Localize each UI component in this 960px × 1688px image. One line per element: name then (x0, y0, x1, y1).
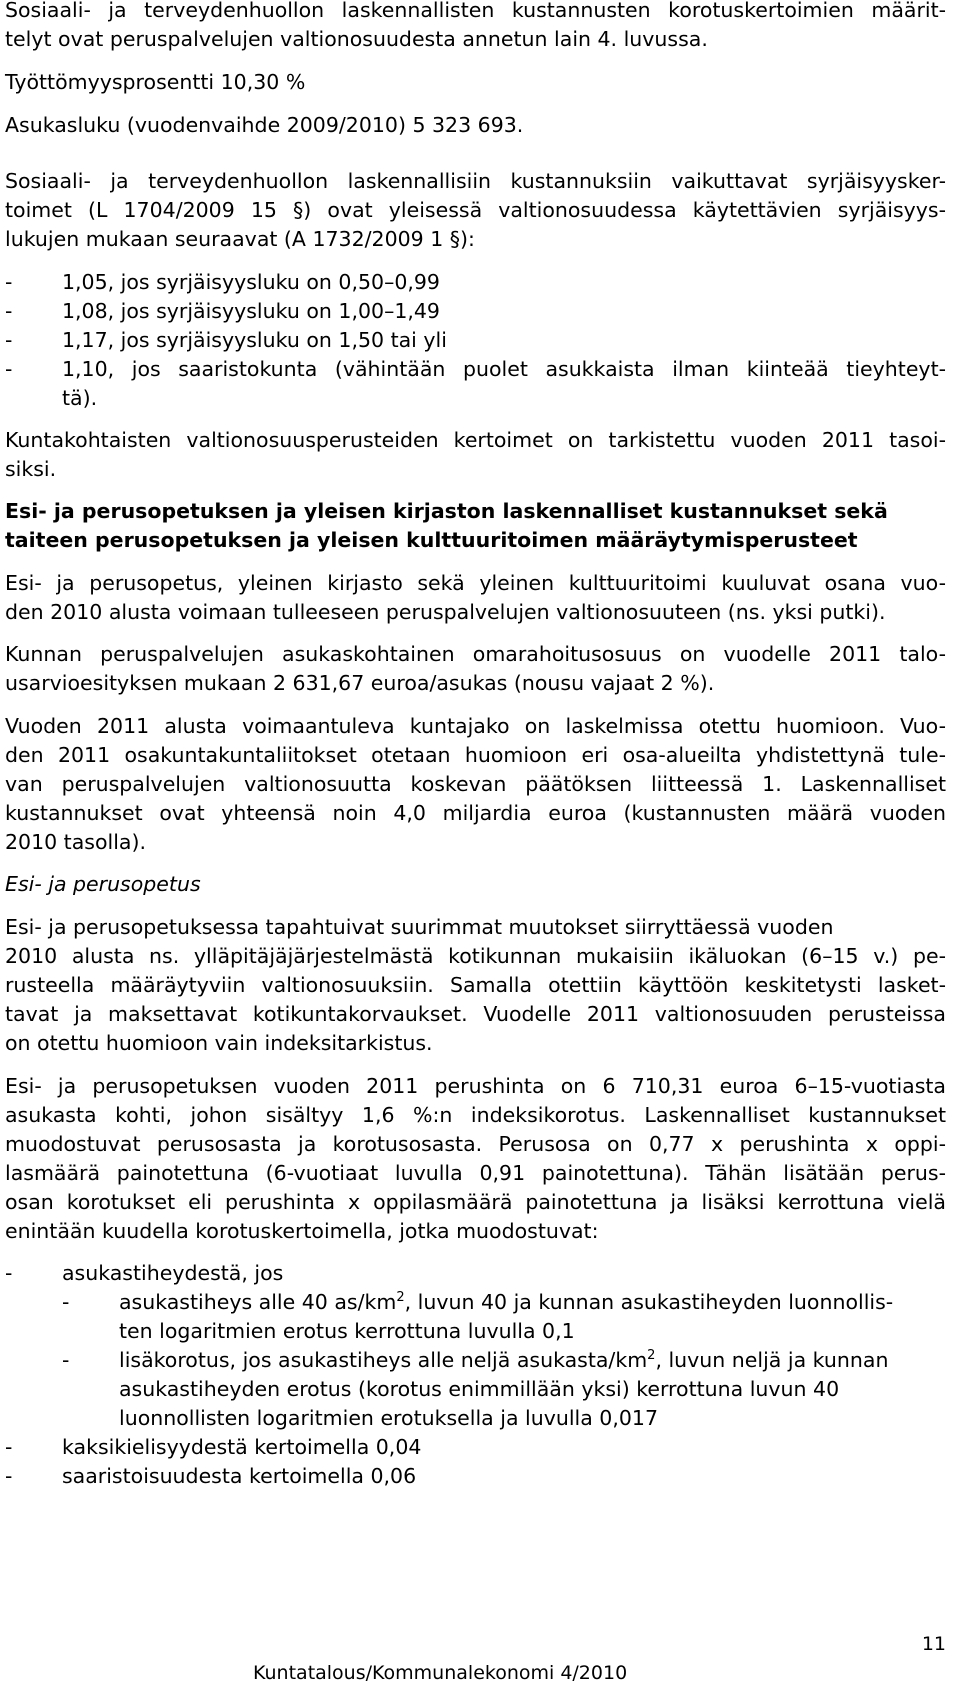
list-item: 1,05, jos syrjäisyysluku on 0,50–0,99 (62, 270, 440, 294)
list-item: kaksikielisyydestä kertoimella 0,04 (62, 1435, 422, 1459)
paragraph-line: Sosiaali- ja terveydenhuollon laskennallisten kustannusten korotuskertoimien määrit- (5, 0, 946, 22)
paragraph-line: Kunnan peruspalvelujen asukaskohtainen omarahoitusosuus on vuodelle 2011 talo- (5, 642, 946, 666)
list-item: 1,10, jos saaristokunta (vähintään puolet asukkaista ilman kiinteää tieyhteyt- (62, 357, 946, 381)
unemployment-rate: Työttömyysprosentti 10,30 % (5, 70, 306, 94)
sub-list-item (119, 1346, 888, 1375)
sub-list-continuation: ten logaritmien erotus kerrottuna luvulla 0,1 (119, 1319, 575, 1343)
paragraph-line: den 2010 alusta voimaan tulleeseen peruspalvelujen valtionosuuteen (ns. yksi putki). (5, 600, 886, 624)
paragraph-line: enintään kuudella korotuskertoimella, jotka muodostuvat: (5, 1219, 599, 1243)
list-bullet: - (5, 270, 13, 294)
paragraph-line: osan korotukset eli perushinta x oppilasmäärä painotettuna ja lisäksi kerrottuna vielä (5, 1190, 946, 1214)
paragraph-line: siksi. (5, 457, 57, 481)
list-bullet: - (5, 357, 13, 381)
sub-list-text: asukastiheys alle 40 as/km (119, 1290, 397, 1314)
list-bullet: - (5, 1464, 13, 1488)
list-item: 1,08, jos syrjäisyysluku on 1,00–1,49 (62, 299, 440, 323)
paragraph-line: usarvioesityksen mukaan 2 631,67 euroa/asukas (nousu vajaat 2 %). (5, 671, 715, 695)
list-bullet: - (62, 1348, 70, 1372)
list-bullet: - (5, 299, 13, 323)
paragraph-line: 2010 tasolla). (5, 830, 146, 854)
paragraph-line: rusteella määräytyviin valtionosuuksiin. Samalla otettiin käyttöön keskitetysti lasket- (5, 973, 946, 997)
sub-list-continuation: luonnollisten logaritmien erotuksella ja luvulla 0,017 (119, 1406, 658, 1430)
paragraph-line: den 2011 osakuntakuntaliitokset otetaan huomioon eri osa-alueilta yhdistettynä tule- (5, 743, 946, 767)
section-heading: taiteen perusopetuksen ja yleisen kulttuuritoimen määräytymisperusteet (5, 528, 858, 552)
sub-list-text: , luvun 40 ja kunnan asukastiheyden luonnollis- (404, 1290, 894, 1314)
footer-publication: Kuntatalous/Kommunalekonomi 4/2010 (253, 1662, 628, 1684)
superscript: 2 (647, 1348, 656, 1363)
list-item: 1,17, jos syrjäisyysluku on 1,50 tai yli (62, 328, 447, 352)
paragraph-line: muodostuvat perusosasta ja korotusosasta. Perusosa on 0,77 x perushinta x oppi- (5, 1132, 946, 1156)
page-number: 11 (921, 1633, 946, 1655)
sub-list-text: , luvun neljä ja kunnan (655, 1348, 889, 1372)
paragraph-line: Esi- ja perusopetuksen vuoden 2011 perushinta on 6 710,31 euroa 6–15-vuotiasta (5, 1074, 946, 1098)
sub-list-item (119, 1288, 893, 1317)
list-bullet: - (5, 1435, 13, 1459)
paragraph-line: lukujen mukaan seuraavat (A 1732/2009 1 §): (5, 227, 475, 251)
paragraph-line: Vuoden 2011 alusta voimaantuleva kuntajako on laskelmissa otettu huomioon. Vuo- (5, 714, 946, 738)
list-item: saaristoisuudesta kertoimella 0,06 (62, 1464, 417, 1488)
superscript: 2 (396, 1290, 405, 1305)
paragraph-line: Kuntakohtaisten valtionosuusperusteiden kertoimet on tarkistettu vuoden 2011 tasoi- (5, 428, 946, 452)
paragraph-line: lasmäärä painotettuna (6-vuotiaat luvulla 0,91 painotettuna). Tähän lisätään perus- (5, 1161, 946, 1185)
subheading: Esi- ja perusopetus (5, 872, 201, 896)
paragraph-line: asukasta kohti, johon sisältyy 1,6 %:n indeksikorotus. Laskennalliset kustannukset (5, 1103, 946, 1127)
paragraph-line: on otettu huomioon vain indeksitarkistus. (5, 1031, 433, 1055)
sub-list-text: lisäkorotus, jos asukastiheys alle neljä asukasta/km (119, 1348, 648, 1372)
population: Asukasluku (vuodenvaihde 2009/2010) 5 323 693. (5, 113, 524, 137)
list-bullet: - (5, 328, 13, 352)
list-bullet: - (62, 1290, 70, 1314)
list-item: asukastiheydestä, jos (62, 1261, 284, 1285)
sub-list-continuation: asukastiheyden erotus (korotus enimmillään yksi) kerrottuna luvun 40 (119, 1377, 840, 1401)
paragraph-line: Esi- ja perusopetuksessa tapahtuivat suurimmat muutokset siirryttäessä vuoden (5, 915, 834, 939)
paragraph-line: telyt ovat peruspalvelujen valtionosuudesta annetun lain 4. luvussa. (5, 27, 708, 51)
section-heading: Esi- ja perusopetuksen ja yleisen kirjaston laskennalliset kustannukset sekä (5, 499, 888, 523)
list-bullet: - (5, 1261, 13, 1285)
list-item-continuation: tä). (62, 386, 98, 410)
paragraph-line: 2010 alusta ns. ylläpitäjäjärjestelmästä kotikunnan mukaisiin ikäluokan (6–15 v.) pe- (5, 944, 946, 968)
paragraph-line: tavat ja maksettavat kotikuntakorvaukset. Vuodelle 2011 valtionosuuden perusteissa (5, 1002, 946, 1026)
paragraph-line: Esi- ja perusopetus, yleinen kirjasto sekä yleinen kulttuuritoimi kuuluvat osana vuo- (5, 571, 946, 595)
paragraph-line: van peruspalvelujen valtionosuutta koskevan päätöksen liitteessä 1. Laskennalliset (5, 772, 946, 796)
paragraph-line: toimet (L 1704/2009 15 §) ovat yleisessä valtionosuudessa käytettävien syrjäisyys- (5, 198, 946, 222)
paragraph-line: kustannukset ovat yhteensä noin 4,0 miljardia euroa (kustannusten määrä vuoden (5, 801, 946, 825)
paragraph-line: Sosiaali- ja terveydenhuollon laskennallisiin kustannuksiin vaikuttavat syrjäisyysker- (5, 169, 946, 193)
